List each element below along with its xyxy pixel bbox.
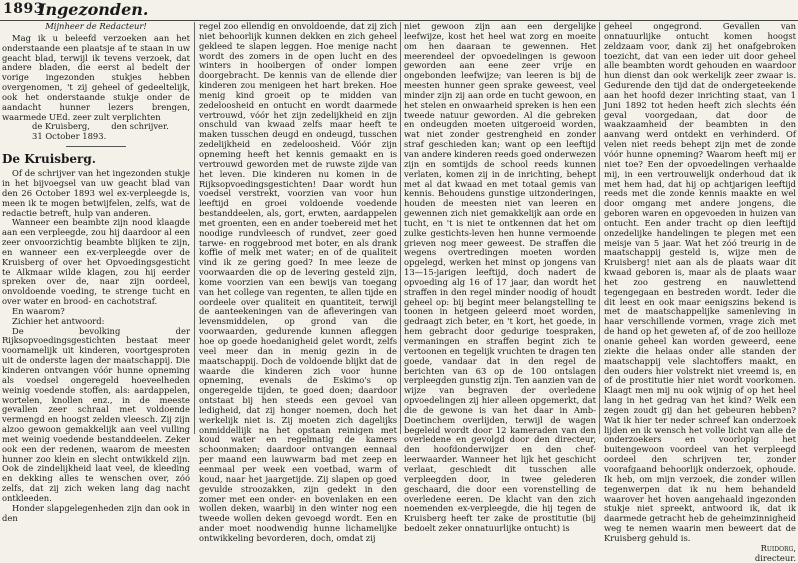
paragraph: Honder slapgelegenheden zijn dan ook in den bbox=[2, 502, 190, 523]
column-text: geheel ongegrond. Gevallen van onnatuurlijke ontucht komen hoogst zeldzaam voor, dank zij het onafgebroken toezicht, dat van een ieder uit door geheel alle beambten wordt gehouden en waardoor hun dienst dan ook werkelijk zeer zwaar is. Gedurende den tijd dat de ondergeteekende aan het hoofd dezer inrichting staat, van 1 Juni 1892 tot heden heeft zich slechts één geval voorgedaan, dat door de waakzaamheid der beambten in den aanvang werd ontdekt en verhinderd. Of velen niet reeds behept zijn met de zonde vóór hunne opneming? Waarom heeft mij er niet toe? Een der opvoedelingen verhaalde mij, in een vertrouwelijk onderhoud dat ik met hem had, dat hij op achtjarigen leeftijd reeds met die zonde kennis maakte en wel door omgang met andere jongens, die geboren waren en opgevoeden in huizen van ontucht. Een ander tracht op dien leeftijd onzedelijke handelingen te plegen met een meisje van 5 jaar. Wat het zóó treurig in de maatschappij gesteld is, wijze men de Kruisberg! niet aan als de plaats waar dit kwaad geboren is, maar als de plaats waar het zoo gestreng en nauwlettend tegengegaan en bestreden wordt. Ieder die dit leest en ook maar eenigszins bekend is met de maatschappelijke samenleving in haar verschillende vormen, vrage zich met de hand op het geweten af, of de zoo heilloze onanie geheel kan worden geweerd, eene ziekte die helaas onder alle standen der maatschappij vele slachtoffers maakt, en den ouders hier volstrekt niet vreemd is, en of de prostitutie hier niet wordt voorkomen. Klaagt men mij nu ook wijnig of op het heel lang in het gedrag van het kind? Welk een zegen zoudt gij dan het gebeuren hebben? Wat ik hier ter neder schreef kan onderzoek lijden en ik wensch het volle licht van alle de onderzoekers en voorlopig het buitengewoon voordeel van het verpleegd oordeel den schrijven ter, zonder voorafgaand behoorlijk onderzoek, ophoude. Ik heb, om mijn verzoek, die zonder willen tegenwerpen dat ik nu hem behandeld waarover het hoven aangehaald ingezonden stukje niet spreekt, antwoord ik, dat ik daarmede getracht heb de geheimzinnigheid weg te nemen waarin men beweert dat de Kruisberg gehuld is. bbox=[604, 21, 796, 543]
letter-date: 31 October 1893. bbox=[32, 131, 107, 142]
paragraph: Of de schrijver van het ingezonden stukje in het bijvoegsel van uw geacht blad van den 26 October 1893 wel ex-verpleegde is, meen ik te mogen betwijfelen, zelfs, wat de redactie betreft, hulp van anderen. bbox=[2, 168, 190, 218]
column-rule bbox=[194, 22, 195, 434]
salutation: Mijnheer de Redacteur! bbox=[45, 21, 147, 31]
paragraph: Zichier het antwoord: bbox=[12, 315, 105, 326]
signature: Ruidorg, bbox=[760, 542, 796, 553]
column-rule bbox=[400, 22, 401, 434]
signature-line bbox=[2, 122, 190, 142]
paragraph: En waarom? bbox=[12, 305, 65, 316]
masthead bbox=[0, 0, 798, 21]
section-title: Ingezonden. bbox=[38, 0, 149, 19]
column-2 bbox=[199, 21, 397, 543]
column-4 bbox=[604, 21, 796, 563]
paragraph: Wanneer een beambte zijn nood klaagde aan een verpleegde, zou hij daardoor al een zeer onvoorzichtig beambte blijken te zijn, en wanneer een ex-verpleegde over de Kruisberg of over het Opvoedingsgesticht te Alkmaar wilde klagen, zou hij eerder spreken over de, naar zijn oordeel, onvoldoende voeding, te strenge tucht en over water en brood- en cachotstraf. bbox=[2, 217, 190, 307]
column-1 bbox=[2, 21, 190, 523]
column-text: regel zoo ellendig en onvoldoende, dat zij zich niet behoorlijk kunnen dekken en zich geheel gekleed te slapen leggen. Hoe menige nacht wordt des zomers in de open lucht en des winters in hooibergen of onder lompen doorgebracht. De kennis van de ellende dier kinderen zou menigeen het hart breken. Hoe menig kind groeit op te midden van zedeloosheid en ontucht en wordt daarmede vertrouwd, vóór het zijn zedelijkheid en zijn onschuld van kwaad zelfs maar heeft te maken tusschen deugd en ondeugd, tusschen zedelijkheid en zedeloosheid. Vóór zijn opneming heeft het kennis gemaakt en is vertrouwd geworden met de ruwste zijde van het leven. Die kinderen nu komen in de Rijksopvoedingsgestichten! Daar wordt hun voedsel verstrekt, voorzien van voor hun leeftijd en groei voldoende voedende bestanddeelen, als, gort, erwten, aardappelen met groenten, een en ander toebereid met het noodige rundvleesch of rundvet, zeer goed tarwe- en roggebrood met boter, en als drank koffie of melk met water; en of de qualiteit vind ik ze gering goed? In mee leeze de voorwaarden die op de levering gesteld zijn, kome voorzien van een bewijs van toegang van het college van regenten, te allen tijde en oordeele over qualiteit en quantiteit, terwijl de aanteekeningen van de afleveringen van levensmiddelen, op grond van die voorwaarden, gedurende kunnen afleggen hoe op goede hoedanigheid gelet wordt, zelfs veel meer dan in menig gezin in de maatschappij. Doch de voldoende blijkt dat de waarde die kinderen zich voor hunne opneming, evenals de Eskimo's op ongeregelde tijden, te goed doen; daardoor ontstaat bij hen steeds een gevoel van ledigheid, dat zij honger noemen, doch het werkelijk niet is. Zij moeten zich dagelijks onmiddellijk na het opstaan reinigen met koud water en regelmatig de kamers schoonmaken; daardoor ontvangen eennaal per maand een lauwwarm bad met zeep en eenmaal per week een voetbad, warm of koud, naar het jaargetijde. Zij slapen op goed gevulde stroozakken, zijn gedekt in den zomer met een onder- en bovenlaken en een wollen deken, waarbij in den winter nog een tweede wollen deken gevoegd wordt. Een en ander moet noodwendig hunne lichamelijke ontwikkeling bevorderen, doch, omdat zij bbox=[199, 21, 397, 543]
paragraph: De bevolking der Rijksopvoedingsgestichten bestaat meer voornamelijk uit kinderen, voortgesproten uit de onderste lagen der maatschappij. Die kinderen ontvangen vóór hunne opneming als voedsel ongeregeld hoeveelheden weinig voedende stoffen, als: aardappelen, wortelen, knollen enz., in de meeste gevallen zeer schraal met voldoende vermengd en hoogst zelden vleesch. Zij zijn alzoo gewoon gemakkelijk aan veel vulling met weinig voedende bestanddeelen. Zeker ook een der redenen, waarom de meesten hunner zoo klein en slecht ontwikkeld zijn. Ook de zindelijkheid laat veel, de kleeding en dekking alles te wenschen over, zóó zelfs, dat zij zich weken lang dag nacht ontkleeden. bbox=[2, 325, 190, 503]
letter-intro: Mag ik u beleefd verzoeken aan het onderstaande een plaatsje af te staan in uw geacht blad, terwijl ik tevens verzoek, dat andere bladen, die eerst al bedelt der vorige ingezonden stukjes hebben overgenomen, 't zij geheel of gedeeltelijk, ook het onderstaande stukje onder de aandacht hunner lezers brengen, waarmede UEd. zeer zult verplichten bbox=[2, 32, 190, 122]
column-3 bbox=[404, 21, 596, 534]
column-rule bbox=[599, 22, 600, 434]
signature-title: directeur. bbox=[754, 552, 796, 563]
column-text: niet gewoon zijn aan een dergelijke leefwijze, kost het heel wat zorg en moeite om hen daaraan te gewennen. Het meerendeel der opvoedelingen is gewoon geworden aan eene zeer vrije en ongebonden leefwijze; van leeren is bij de meesten hunner geen sprake geweest, veel minder zijn zij aan orde en tucht gewoon, en het stelen en onwaarheid spreken is hen een tweede natuur geworden. Al die gebreken en ondeugden moeten uitgeroeid worden, wat niet zonder gestrengheid en zonder straf geschieden kan; want op een leeftijd van andere kinderen reeds goed onderwezen zijn en somtijds de school reeds kunnen verlaten, komen zij in de inrichting, behept met al dat kwaad en met totaal gemis van kennis. Behoudens gunstige uitzonderingen, houden de meesten niet van leeren en gewennen zich niet gemakkelijk aan orde en tucht, en 't is niet te ontkennen dat het om zulke gestichts-leven hen hunne vermoende grieven nog meer geweest. De straffen die wegens overtredingen moeten worden opgelegd, werken het minst op jongens van 13—15-jarigen leeftijd, doch nadert de opvoeding alg 16 of 17 jaar, dan wordt het straffen in den regel minder noodig of houdt geheel op: bij begint meer belangstelling te toonen in hetgeen geleerd moet worden, gedraagt zich beter, en 't kort, het goede, in hem gebracht door gedurige toespraken, vermaningen en straffen begint zich te vertoonen en tegelijk vruchten te dragen ten goede, vandaar dat in den regel de berichten van 63 op de 100 ontslagen verpleegden gunstig zijn. Ten aanzien van de wijze van begraven der overledene opvoedelingen zij hier alleen opgemerkt, dat die de gewone is van het daar in Amb-Doetinchem overlijden, terwijl de wagen begeleid wordt door 12 kameraden van den overledene en gevolgd door den directeur, den hoofdonderwijzer en den chef-leerwaarder. Wanneer het lijk het geschicht verlaat, geschiedt dit tusschen alle verpleegden door, in twee gelederen geschaard, die door een vorenstelling de overledene eeren. De klacht van den zich noemenden ex-verpleegde, die hij tegen de Kruisberg heeft ter zake de prostitutie (bij bedoelt zeker onnatuurlijke ontucht) is bbox=[404, 21, 596, 534]
article-heading: De Kruisberg. bbox=[2, 152, 96, 167]
separator-rule bbox=[66, 146, 126, 147]
place: de Kruisberg, den schrijver. bbox=[32, 121, 169, 132]
year: 1893 bbox=[3, 1, 44, 17]
